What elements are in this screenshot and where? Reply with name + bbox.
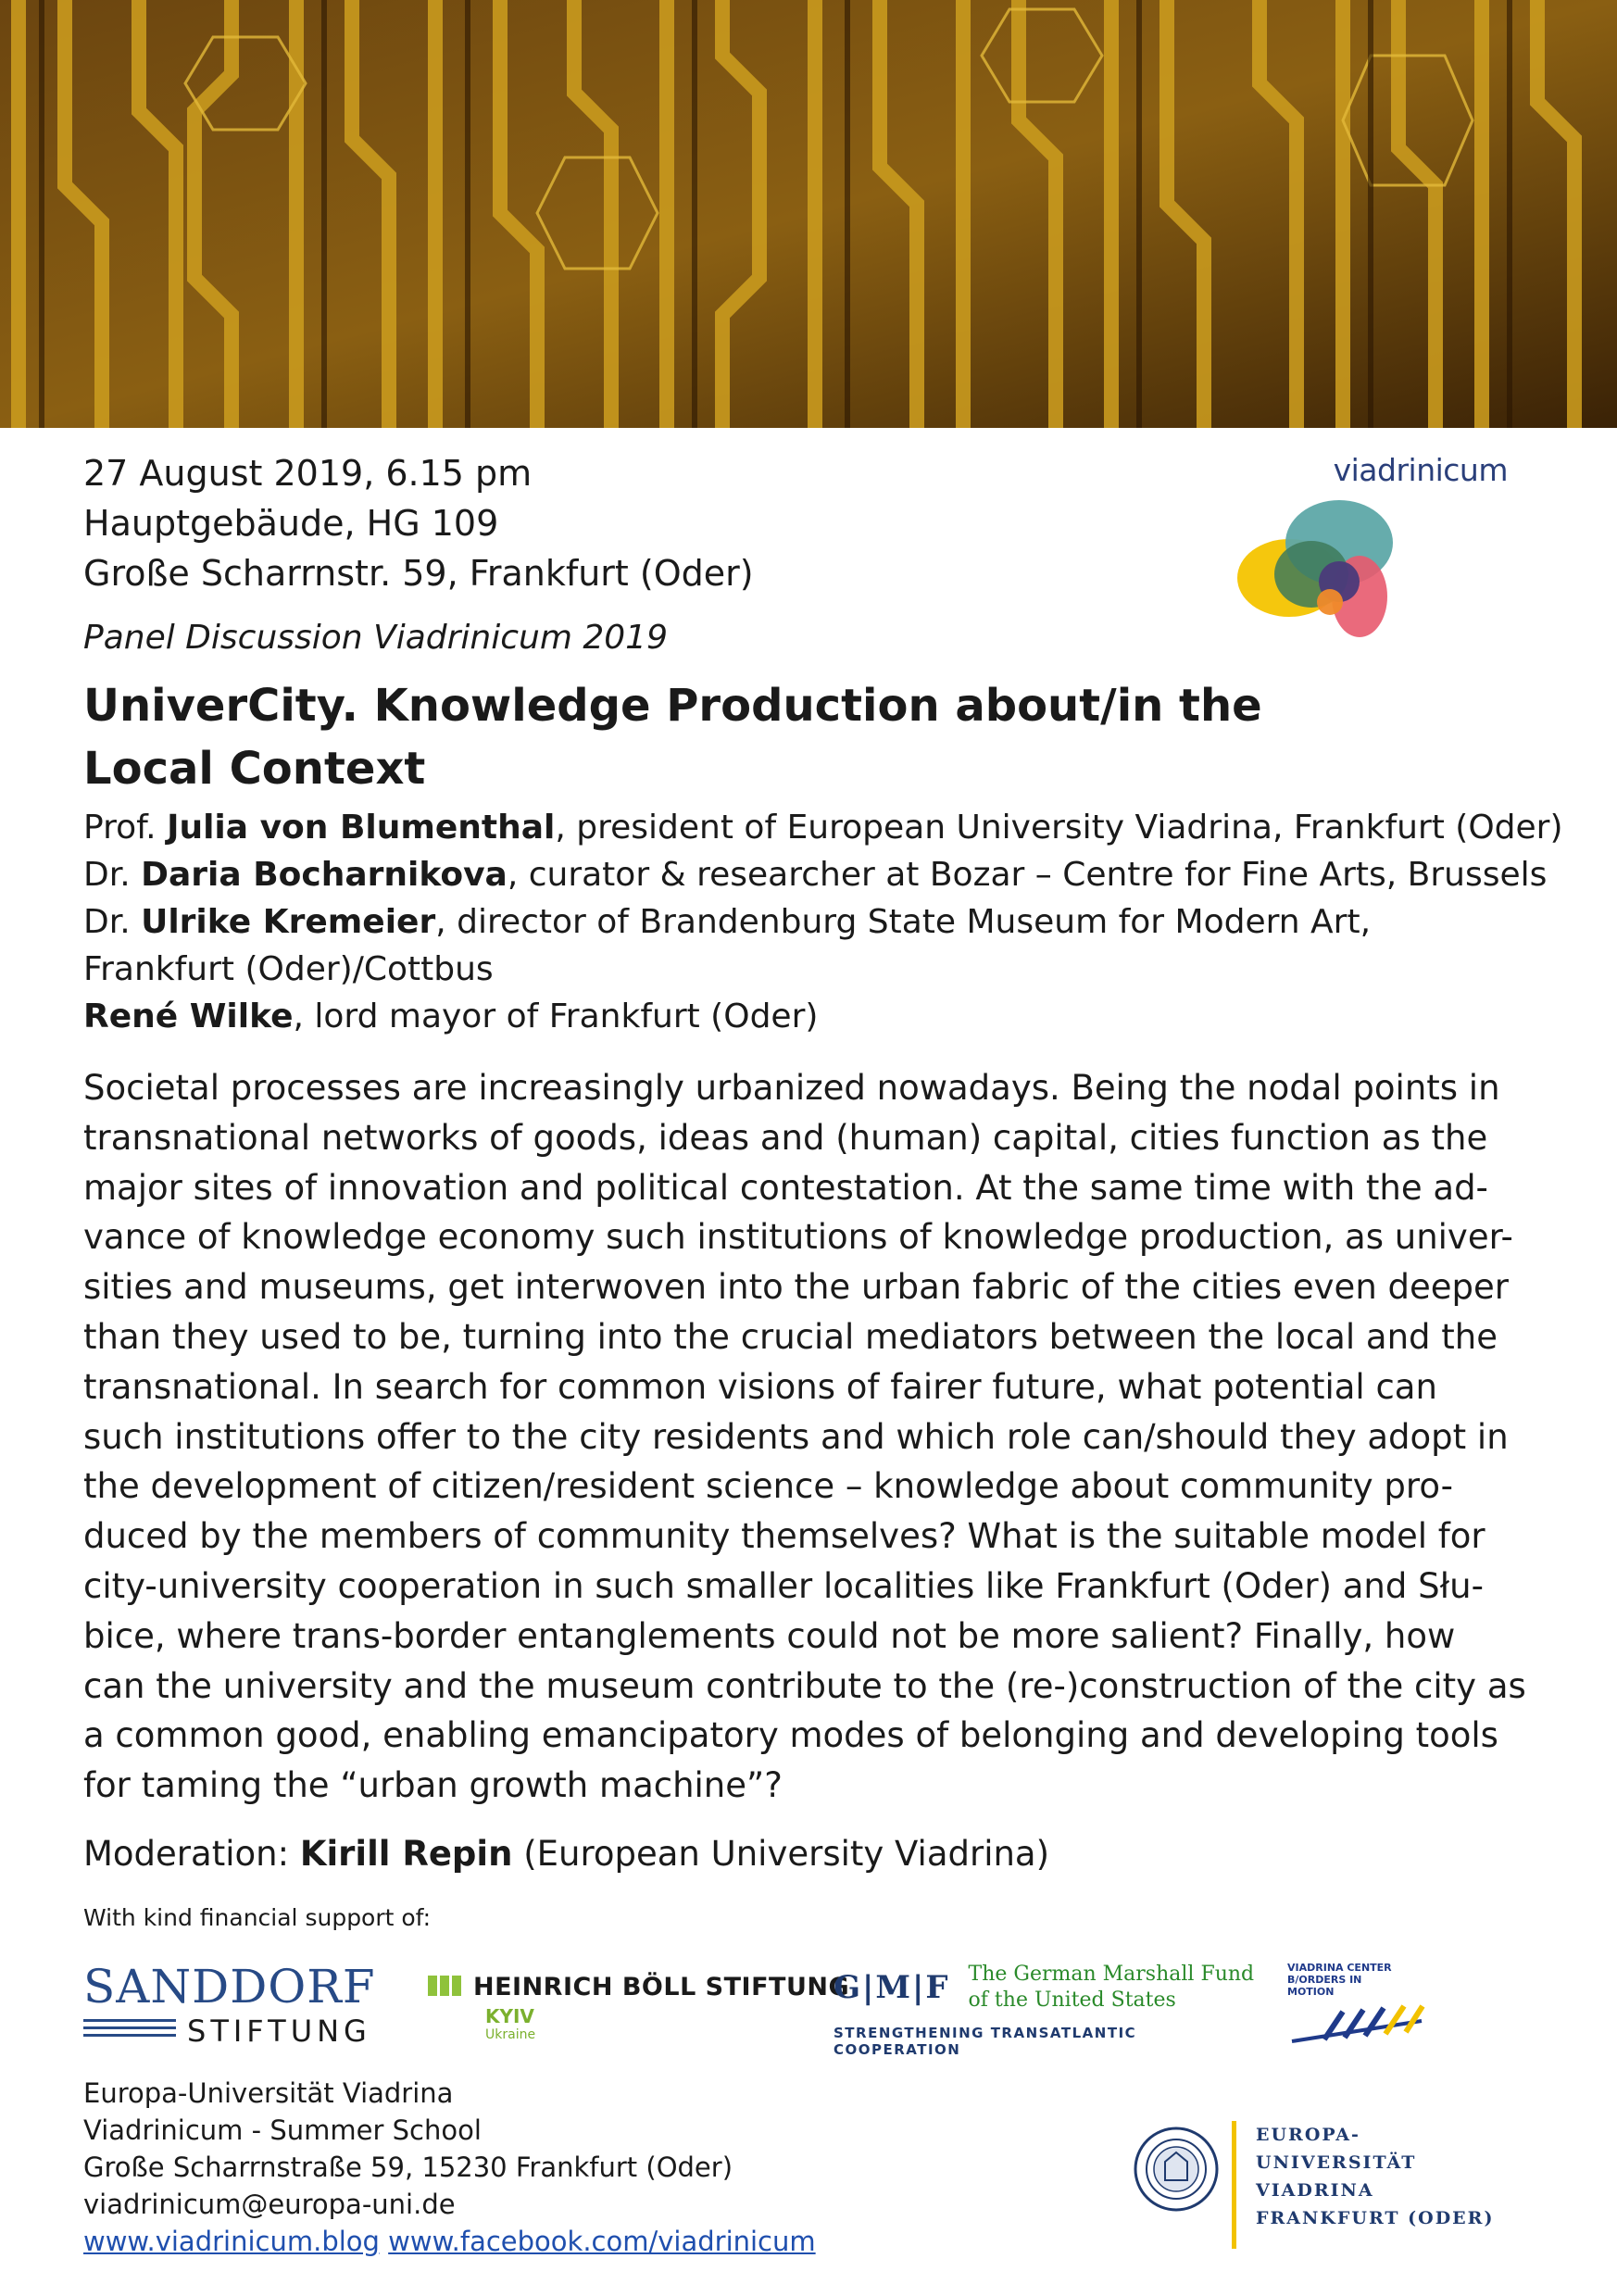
abstract-line: for taming the “urban growth machine”?	[83, 1765, 783, 1806]
viadrinicum-logo-text: viadrinicum	[1333, 452, 1508, 488]
boll-icon	[428, 1976, 464, 2000]
sandorf-sub: STIFTUNG	[187, 2014, 371, 2049]
viadrina-center-logo	[1287, 1962, 1445, 2045]
boll-name: HEINRICH BÖLL STIFTUNG	[473, 1973, 850, 2001]
abstract-line: such institutions offer to the city residents and which role can/should they adopt in	[83, 1416, 1509, 1457]
university-logo	[1132, 2121, 1521, 2251]
boll-logo	[428, 1973, 849, 2042]
abstract-line: duced by the members of community themselves? What is the suitable model for	[83, 1516, 1485, 1557]
speaker-name: René Wilke	[83, 997, 294, 1035]
facebook-link[interactable]: www.facebook.com/viadrinicum	[388, 2226, 816, 2257]
panel-title	[83, 674, 1343, 800]
speaker-name: Julia von Blumenthal	[167, 809, 556, 847]
speaker-role: , curator & researcher at Bozar – Centre for Fine Arts, Brussels	[507, 856, 1548, 894]
abstract-line: bice, where trans-border entanglements could not be more salient? Finally, how	[83, 1615, 1456, 1656]
speaker-role: , lord mayor of Frankfurt (Oder)	[293, 997, 819, 1035]
university-logo-bar	[1232, 2121, 1236, 2249]
panel-subtitle: Panel Discussion Viadrinicum 2019	[83, 619, 668, 657]
event-building: Hauptgebäude, HG 109	[83, 503, 499, 544]
university-logo-line-3: FRANKFURT (ODER)	[1256, 2208, 1495, 2228]
abstract-line: vance of knowledge economy such institutions of knowledge production, as univer-	[83, 1217, 1513, 1258]
speaker-list	[83, 804, 1565, 1040]
abstract-line: city-university cooperation in such smaller localities like Frankfurt (Oder) and Słu-	[83, 1565, 1484, 1606]
address-line-1: Europa-Universität Viadrina	[83, 2077, 454, 2109]
moderator-name: Kirill Repin	[299, 1834, 513, 1874]
university-logo-line-1: EUROPA-UNIVERSITÄT	[1256, 2125, 1417, 2173]
speaker-role-continued: Frankfurt (Oder)/Cottbus	[83, 950, 494, 988]
event-info	[83, 448, 754, 598]
panel-title-line-1: UniverCity. Knowledge Production about/in the	[83, 680, 1262, 732]
gmf-letters: G|M|F	[834, 1969, 950, 2006]
abstract-line: Societal processes are increasingly urbanized nowadays. Being the nodal points in	[83, 1068, 1500, 1108]
address-line-3: Große Scharrnstraße 59, 15230 Frankfurt (Oder)	[83, 2152, 733, 2183]
abstract-line: than they used to be, turning into the crucial mediators between the local and the	[83, 1316, 1498, 1357]
contact-address	[83, 2075, 816, 2260]
support-label: With kind financial support of:	[83, 1904, 432, 1931]
university-seal-icon	[1132, 2125, 1221, 2214]
panel-title-line-2: Local Context	[83, 743, 426, 795]
sandorf-lines	[83, 2019, 176, 2041]
abstract-line: transnational. In search for common visions of fairer future, what potential can	[83, 1366, 1437, 1407]
speaker-prefix: Prof.	[83, 809, 168, 847]
blog-link[interactable]: www.viadrinicum.blog	[83, 2226, 380, 2257]
abstract-line: transnational networks of goods, ideas and (human) capital, cities function as the	[83, 1117, 1488, 1158]
gmf-tagline: STRENGTHENING TRANSATLANTIC COOPERATION	[834, 2025, 1137, 2058]
event-date-time: 27 August 2019, 6.15 pm	[83, 453, 533, 494]
speaker-row	[83, 993, 1565, 1040]
vcbm-stripes-icon	[1287, 2002, 1426, 2043]
speaker-row	[83, 851, 1565, 898]
vcbm-line-1: VIADRINA CENTER	[1287, 1962, 1392, 1974]
university-logo-text	[1256, 2121, 1521, 2232]
speaker-prefix: Dr.	[83, 903, 142, 941]
speaker-prefix: Dr.	[83, 856, 142, 894]
speaker-row	[83, 898, 1565, 946]
university-logo-line-2: VIADRINA	[1256, 2180, 1374, 2201]
gmf-full-name	[969, 1962, 1255, 2014]
speaker-role: , director of Brandenburg State Museum for Modern Art,	[435, 903, 1372, 941]
boll-city: KYIV	[485, 2005, 534, 2027]
banner-image	[0, 0, 1617, 428]
sandorf-logo	[83, 1962, 389, 2049]
abstract-line: sities and museums, get interwoven into the urban fabric of the cities even deeper	[83, 1267, 1510, 1308]
speaker-name: Ulrike Kremeier	[141, 903, 436, 941]
speaker-role: , president of European University Viadrina, Frankfurt (Oder)	[555, 809, 1563, 847]
moderator-affiliation: (European University Viadrina)	[512, 1834, 1050, 1874]
event-street: Große Scharrnstr. 59, Frankfurt (Oder)	[83, 553, 754, 594]
moderation-label: Moderation:	[83, 1834, 300, 1874]
moderation	[83, 1834, 1049, 1874]
banner-pattern	[0, 0, 1617, 428]
sandorf-name: SANDDORF	[83, 1960, 376, 2014]
abstract-text	[83, 1063, 1547, 1811]
abstract-line: major sites of innovation and political contestation. At the same time with the ad-	[83, 1167, 1488, 1208]
boll-country: Ukraine	[485, 2027, 536, 2042]
gmf-logo	[834, 1962, 1260, 2058]
speaker-row	[83, 804, 1565, 851]
viadrinicum-logo-icon	[1221, 493, 1406, 650]
address-line-2: Viadrinicum - Summer School	[83, 2114, 482, 2146]
viadrinicum-logo	[1221, 452, 1508, 656]
gmf-full-line-1: The German Marshall Fund	[968, 1963, 1255, 1986]
gmf-full-line-2: of the United States	[968, 1989, 1176, 2012]
abstract-line: the development of citizen/resident science – knowledge about community pro-	[83, 1466, 1453, 1507]
vcbm-line-2: B/ORDERS IN	[1287, 1974, 1362, 1986]
abstract-line: can the university and the museum contribute to the (re-)construction of the city as	[83, 1665, 1526, 1706]
speaker-name: Daria Bocharnikova	[141, 856, 508, 894]
contact-email: viadrinicum@europa-uni.de	[83, 2189, 456, 2220]
abstract-line: a common good, enabling emancipatory modes of belonging and developing tools	[83, 1715, 1498, 1756]
vcbm-line-3: MOTION	[1287, 1986, 1335, 1998]
